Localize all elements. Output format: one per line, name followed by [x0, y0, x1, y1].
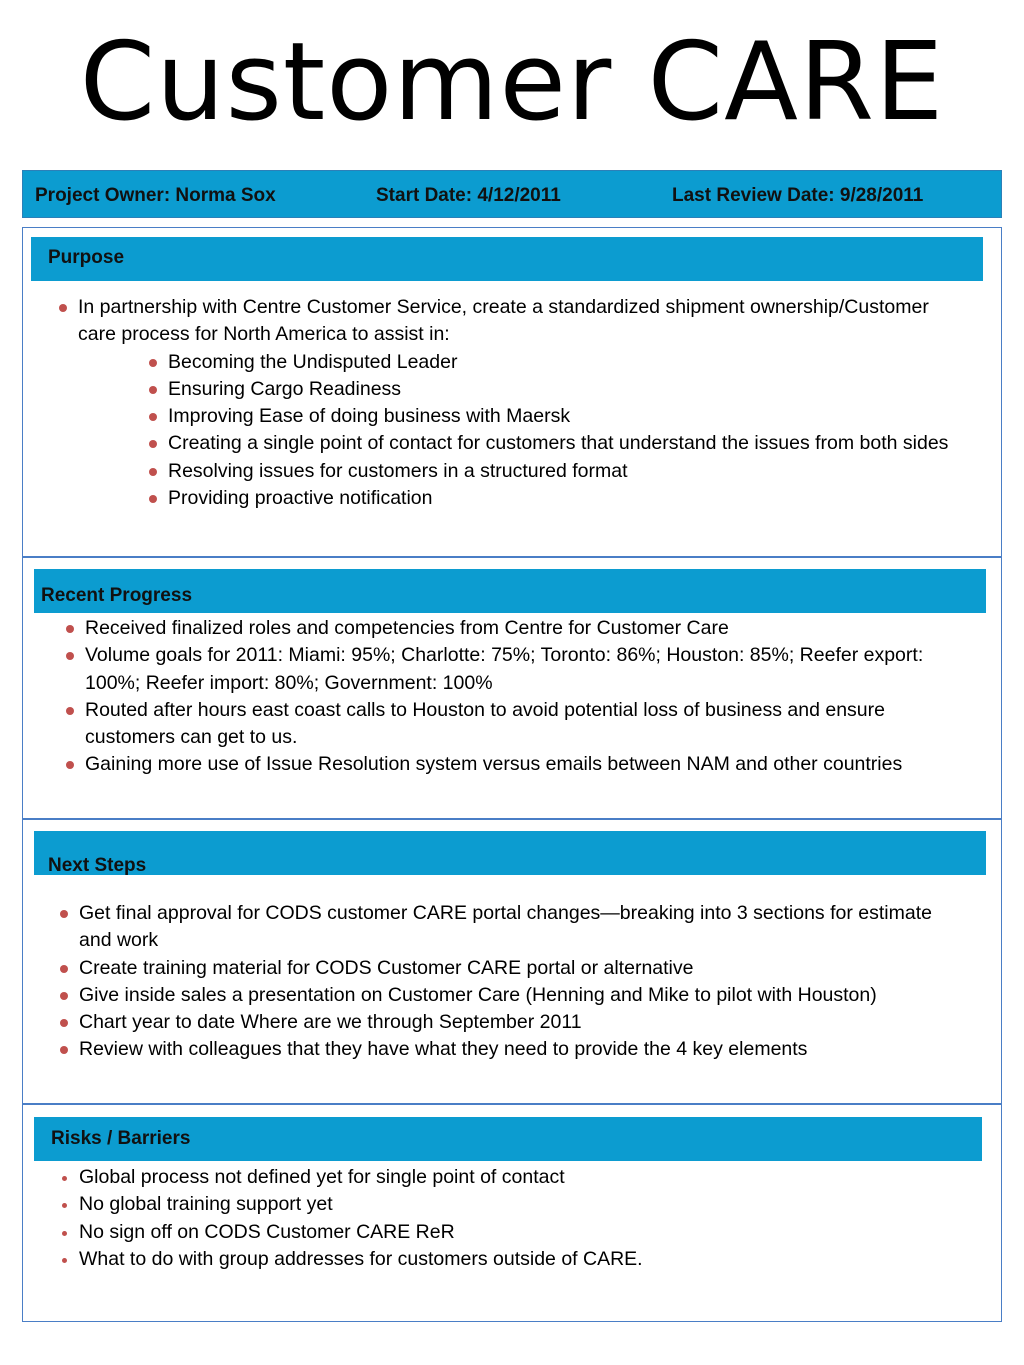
next-steps-header-label: Next Steps — [48, 855, 147, 876]
list-item: Resolving issues for customers in a structured format — [146, 458, 956, 485]
purpose-header-label: Purpose — [48, 247, 125, 268]
list-item: Becoming the Undisputed Leader — [146, 349, 956, 376]
list-item: Providing proactive notification — [146, 485, 956, 512]
list-item: No global training support yet — [57, 1191, 957, 1218]
next-steps-section — [22, 819, 1002, 1104]
recent-progress-section — [22, 557, 1002, 819]
page-title: Customer CARE — [79, 20, 945, 145]
risks-header — [34, 1117, 982, 1161]
list-item: Ensuring Cargo Readiness — [146, 376, 956, 403]
list-item: Give inside sales a presentation on Customer Care (Henning and Mike to pilot with Houston) — [57, 982, 957, 1009]
list-item: Creating a single point of contact for customers that understand the issues from both sides — [146, 430, 956, 457]
list-item: Received finalized roles and competencies from Centre for Customer Care — [63, 615, 963, 642]
risks-section — [22, 1104, 1002, 1322]
purpose-section — [22, 227, 1002, 557]
list-item: Create training material for CODS Customer CARE portal or alternative — [57, 955, 957, 982]
list-item: Gaining more use of Issue Resolution system versus emails between NAM and other countries — [63, 751, 963, 778]
list-item: Global process not defined yet for single point of contact — [57, 1164, 957, 1191]
list-item: Volume goals for 2011: Miami: 95%; Charlotte: 75%; Toronto: 86%; Houston: 85%; Reefer export: 100%; Reefer import: 80%; Government: 100% — [63, 642, 963, 697]
list-item: Review with colleagues that they have what they need to provide the 4 key elements — [57, 1036, 957, 1063]
next-steps-list — [57, 900, 957, 1064]
purpose-header — [31, 237, 983, 281]
risks-list — [57, 1164, 957, 1273]
purpose-list — [56, 294, 956, 512]
risks-header-label: Risks / Barriers — [51, 1128, 191, 1149]
project-info-bar — [22, 170, 1002, 218]
list-item: Improving Ease of doing business with Maersk — [146, 403, 956, 430]
list-item: Routed after hours east coast calls to Houston to avoid potential loss of business and ensure customers can get to us. — [63, 697, 963, 752]
list-item: In partnership with Centre Customer Service, create a standardized shipment ownership/Customer care process for North America to assist in: Becoming the Undisputed Leader Ensuring Cargo Readiness Improving Ease of doing business with Maersk Creating a single point of contact for customers that understand the issues from both sides Resolving issues for customers in a structured format Providing proactive notification — [56, 294, 956, 512]
start-date: Start Date: 4/12/2011 — [376, 185, 561, 206]
recent-progress-header — [34, 569, 986, 613]
list-item: No sign off on CODS Customer CARE ReR — [57, 1219, 957, 1246]
list-item: What to do with group addresses for customers outside of CARE. — [57, 1246, 957, 1273]
recent-progress-list — [63, 615, 963, 779]
purpose-sublist — [78, 349, 956, 513]
next-steps-header — [34, 831, 986, 875]
last-review-date: Last Review Date: 9/28/2011 — [672, 185, 924, 206]
recent-progress-header-label: Recent Progress — [41, 585, 193, 606]
project-owner: Project Owner: Norma Sox — [35, 185, 276, 206]
list-item: Get final approval for CODS customer CARE portal changes—breaking into 3 sections for estimate and work — [57, 900, 957, 955]
list-item: Chart year to date Where are we through September 2011 — [57, 1009, 957, 1036]
